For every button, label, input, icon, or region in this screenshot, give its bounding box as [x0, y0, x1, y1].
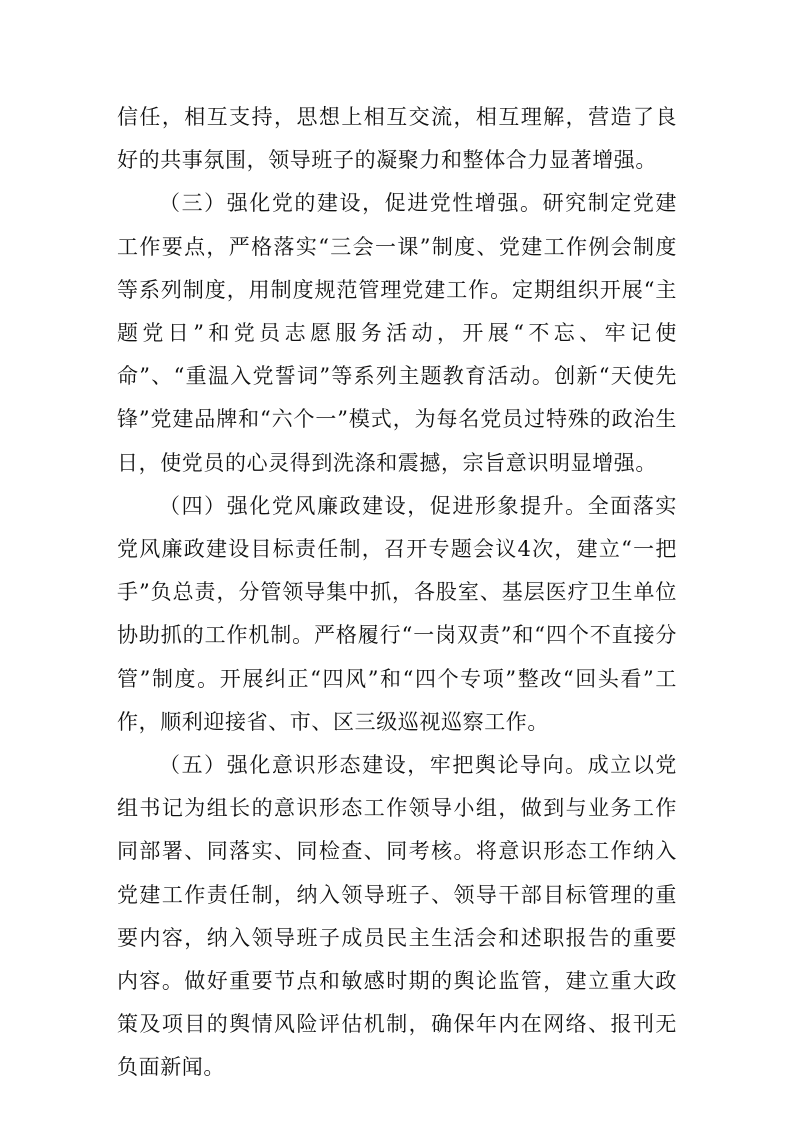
paragraph-continuation: 信任，相互支持，思想上相互交流，相互理解，营造了良好的共事氛围，领导班子的凝聚力和整体合力显著增强。 [117, 105, 677, 173]
paragraph-clean-governance: （四）强化党风廉政建设，促进形象提升。全面落实党风廉政建设目标责任制，召开专题会议4次，建立“一把手”负总责，分管领导集中抓，各股室、基层医疗卫生单位协助抓的工作机制。严格履行“一岗双责”和“四个不直接分管”制度。开展纠正“四风”和“四个专项”整改“回头看”工作，顺利迎接省、市、区三级巡视巡察工作。 [117, 493, 677, 734]
paragraph-party-building: （三）强化党的建设，促进党性增强。研究制定党建工作要点，严格落实“三会一课”制度、党建工作例会制度等系列制度，用制度规范管理党建工作。定期组织开展“主题党日”和党员志愿服务活动，开展“不忘、牢记使命”、“重温入党誓词”等系列主题教育活动。创新“天使先锋”党建品牌和“六个一”模式，为每名党员过特殊的政治生日，使党员的心灵得到洗涤和震撼，宗旨意识明显增强。 [117, 191, 677, 475]
paragraph-ideology: （五）强化意识形态建设，牢把舆论导向。成立以党组书记为组长的意识形态工作领导小组，做到与业务工作同部署、同落实、同检查、同考核。将意识形态工作纳入党建工作责任制，纳入领导班子、领导干部目标管理的重要内容，纳入领导班子成员民主生活会和述职报告的重要内容。做好重要节点和敏感时期的舆论监管，建立重大政策及项目的舆情风险评估机制，确保年内在网络、报刊无负面新闻。 [117, 753, 677, 1080]
document-body [117, 96, 677, 1090]
